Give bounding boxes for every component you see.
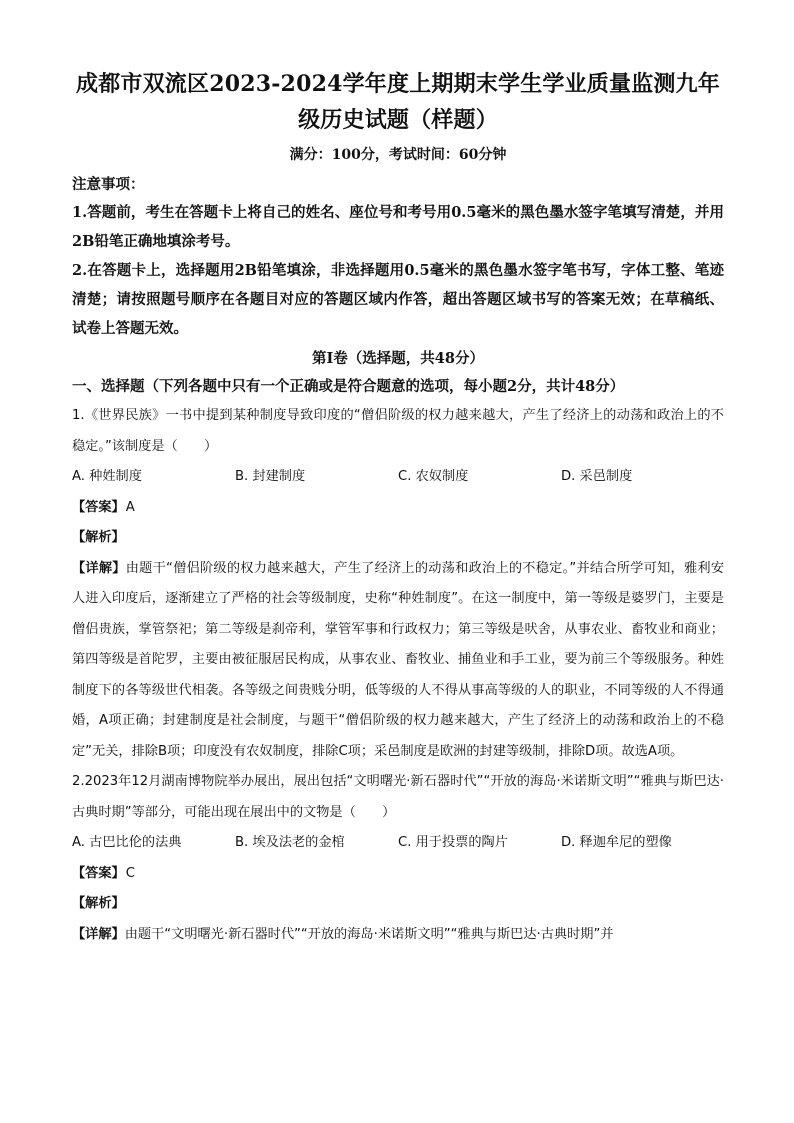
notice-heading: 注意事项：	[72, 176, 145, 193]
question-1-option-b: B. 封建制度	[235, 469, 306, 484]
question-1-analysis	[72, 523, 724, 554]
question-1-option-a: A. 种姓制度	[72, 469, 142, 484]
detail-label: 【详解】	[72, 560, 126, 576]
page-content	[72, 66, 724, 950]
question-1-options	[72, 462, 724, 493]
question-2-option-d: D. 释迦牟尼的塑像	[561, 835, 672, 850]
part-title: 一、选择题（下列各题中只有一个正确或是符合题意的选项，每小题2分，共计48分）	[72, 378, 625, 395]
analysis-label: 【解析】	[72, 530, 125, 545]
notice-item-1: 1.答题前，考生在答题卡上将自己的姓名、座位号和考号用0.5毫米的黑色墨水签字笔填写清楚，并用2B铅笔正确地填涂考号。	[72, 204, 724, 250]
question-1-option-d: D. 采邑制度	[561, 469, 633, 484]
detail-label: 【详解】	[72, 926, 125, 942]
question-2-option-a: A. 古巴比伦的法典	[72, 835, 182, 850]
question-1-stem: 1.《世界民族》一书中提到某种制度导致印度的“僧侣阶级的权力越来越大，产生了经济上的动荡和政治上的不稳定。”该制度是（ ）	[72, 408, 724, 454]
question-2-options	[72, 828, 724, 859]
score-time-line: 满分：100分，考试时间：60分钟	[289, 147, 507, 163]
answer-value: A	[125, 499, 135, 515]
exam-title: 成都市双流区2023-2024学年度上期期末学生学业质量监测九年级历史试题（样题）	[76, 71, 720, 133]
answer-value: C	[125, 865, 135, 881]
answer-label: 【答案】	[72, 865, 125, 881]
question-2-answer	[72, 859, 724, 890]
question-1-detail	[72, 554, 724, 768]
question-1-option-c: C. 农奴制度	[398, 469, 469, 484]
question-2-analysis	[72, 889, 724, 920]
section-title: 第Ⅰ卷（选择题，共48分）	[312, 350, 484, 367]
detail-text: 由题干“文明曙光·新石器时代”“开放的海岛·米诺斯文明”“雅典与斯巴达·古典时期”并	[124, 926, 614, 942]
question-2-option-b: B. 埃及法老的金棺	[235, 835, 345, 850]
analysis-label: 【解析】	[72, 896, 125, 911]
answer-label: 【答案】	[72, 499, 125, 515]
question-1-answer	[72, 493, 724, 524]
question-2-option-c: C. 用于投票的陶片	[398, 835, 508, 850]
notice-item-2: 2.在答题卡上，选择题用2B铅笔填涂，非选择题用0.5毫米的黑色墨水签字笔书写，字体工整、笔迹清楚；请按照题号顺序在各题目对应的答题区域内作答，超出答题区域书写的答案无效；在草稿纸、试卷上答题无效。	[72, 262, 724, 337]
question-2-detail	[72, 920, 724, 951]
detail-text: 由题干“僧侣阶级的权力越来越大，产生了经济上的动荡和政治上的不稳定。”并结合所学可知，雅利安人进入印度后，逐渐建立了严格的社会等级制度，史称“种姓制度”。在这一制度中，第一等级是婆罗门，主要是僧侣贵族，掌管祭祀；第二等级是刹帝利，掌管军事和行政权力；第三等级是吠舍，从事农业、畜牧业和商业；第四等级是首陀罗，主要由被征服居民构成，从事农业、畜牧业、捕鱼业和手工业，要为前三个等级服务。种姓制度下的各等级世代相袭。各等级之间贵贱分明，低等级的人不得从事高等级的人的职业，不同等级的人不得通婚，A项正确；封建制度是社会制度，与题干“僧侣阶级的权力越来越大，产生了经济上的动荡和政治上的不稳定”无关，排除B项；印度没有农奴制度，排除C项；采邑制度是欧洲的封建等级制，排除D项。故选A项。	[72, 560, 725, 759]
question-2-stem: 2.2023年12月湖南博物院举办展出，展出包括“文明曙光·新石器时代”“开放的海岛·米诺斯文明”“雅典与斯巴达·古典时期”等部分，可能出现在展出中的文物是（ ）	[72, 774, 724, 820]
